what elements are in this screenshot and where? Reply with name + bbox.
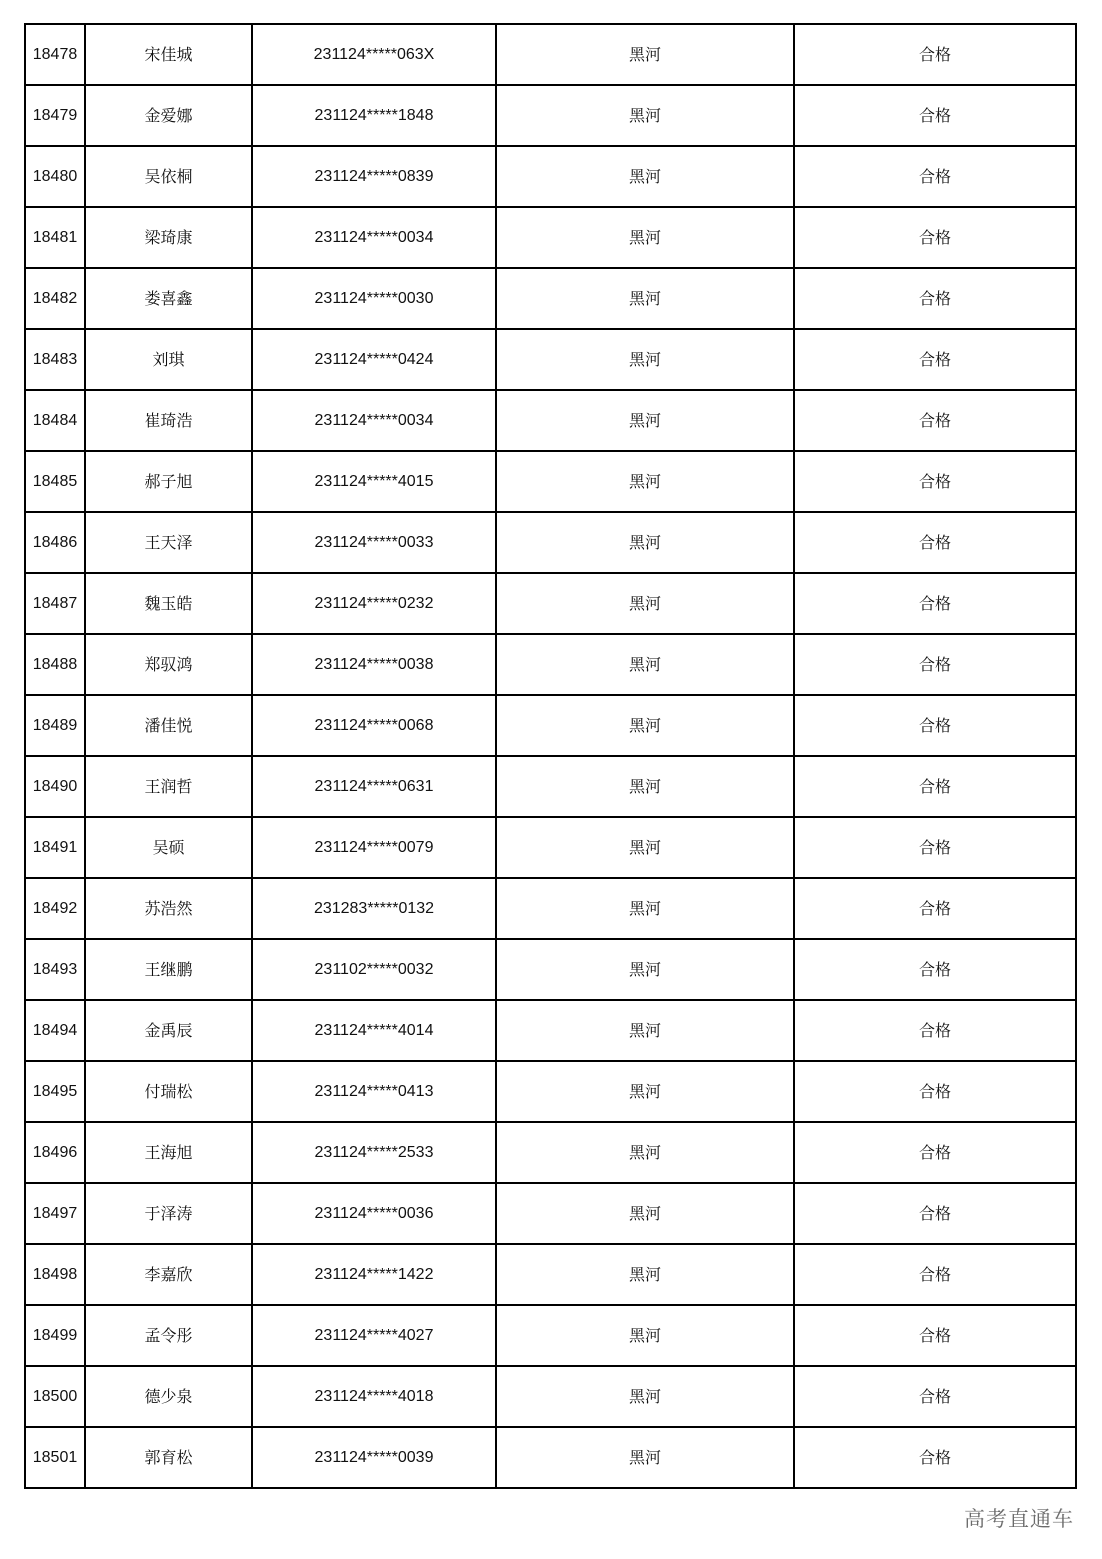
table-row <box>25 512 1076 573</box>
seq-cell: 18498 <box>25 1244 85 1305</box>
table-row <box>25 573 1076 634</box>
seq-cell: 18478 <box>25 24 85 85</box>
result-cell: 合格 <box>794 1000 1076 1061</box>
id-number-cell: 231124*****0839 <box>252 146 496 207</box>
name-cell: 德少泉 <box>85 1366 252 1427</box>
name-cell: 吴依桐 <box>85 146 252 207</box>
region-cell: 黑河 <box>496 1305 794 1366</box>
watermark: 高考直通车 <box>964 1507 1074 1531</box>
id-number-cell: 231124*****0079 <box>252 817 496 878</box>
name-cell: 金禹辰 <box>85 1000 252 1061</box>
id-number-cell: 231124*****0424 <box>252 329 496 390</box>
seq-cell: 18481 <box>25 207 85 268</box>
table-row <box>25 695 1076 756</box>
region-cell: 黑河 <box>496 756 794 817</box>
name-cell: 王天泽 <box>85 512 252 573</box>
seq-cell: 18492 <box>25 878 85 939</box>
region-cell: 黑河 <box>496 634 794 695</box>
table-row <box>25 85 1076 146</box>
seq-cell: 18501 <box>25 1427 85 1488</box>
table-row <box>25 817 1076 878</box>
name-cell: 宋佳城 <box>85 24 252 85</box>
result-cell: 合格 <box>794 1305 1076 1366</box>
result-cell: 合格 <box>794 634 1076 695</box>
seq-cell: 18497 <box>25 1183 85 1244</box>
region-cell: 黑河 <box>496 695 794 756</box>
region-cell: 黑河 <box>496 24 794 85</box>
result-cell: 合格 <box>794 573 1076 634</box>
table-row <box>25 451 1076 512</box>
id-number-cell: 231124*****0033 <box>252 512 496 573</box>
region-cell: 黑河 <box>496 1244 794 1305</box>
result-cell: 合格 <box>794 1061 1076 1122</box>
seq-cell: 18491 <box>25 817 85 878</box>
result-cell: 合格 <box>794 85 1076 146</box>
region-cell: 黑河 <box>496 1427 794 1488</box>
table-row <box>25 1366 1076 1427</box>
region-cell: 黑河 <box>496 390 794 451</box>
region-cell: 黑河 <box>496 146 794 207</box>
id-number-cell: 231283*****0132 <box>252 878 496 939</box>
region-cell: 黑河 <box>496 1183 794 1244</box>
name-cell: 于泽涛 <box>85 1183 252 1244</box>
region-cell: 黑河 <box>496 817 794 878</box>
region-cell: 黑河 <box>496 1000 794 1061</box>
table-row <box>25 1305 1076 1366</box>
table-row <box>25 268 1076 329</box>
result-cell: 合格 <box>794 1366 1076 1427</box>
result-cell: 合格 <box>794 817 1076 878</box>
result-cell: 合格 <box>794 207 1076 268</box>
seq-cell: 18484 <box>25 390 85 451</box>
seq-cell: 18486 <box>25 512 85 573</box>
seq-cell: 18496 <box>25 1122 85 1183</box>
roster-table <box>24 23 1077 1489</box>
name-cell: 郑驭鸿 <box>85 634 252 695</box>
region-cell: 黑河 <box>496 939 794 1000</box>
id-number-cell: 231124*****0034 <box>252 390 496 451</box>
id-number-cell: 231124*****4015 <box>252 451 496 512</box>
seq-cell: 18483 <box>25 329 85 390</box>
region-cell: 黑河 <box>496 1366 794 1427</box>
name-cell: 付瑞松 <box>85 1061 252 1122</box>
region-cell: 黑河 <box>496 512 794 573</box>
id-number-cell: 231124*****1848 <box>252 85 496 146</box>
id-number-cell: 231124*****0039 <box>252 1427 496 1488</box>
seq-cell: 18490 <box>25 756 85 817</box>
table-row <box>25 1000 1076 1061</box>
id-number-cell: 231124*****0036 <box>252 1183 496 1244</box>
id-number-cell: 231124*****0030 <box>252 268 496 329</box>
seq-cell: 18485 <box>25 451 85 512</box>
region-cell: 黑河 <box>496 329 794 390</box>
name-cell: 潘佳悦 <box>85 695 252 756</box>
id-number-cell: 231102*****0032 <box>252 939 496 1000</box>
seq-cell: 18487 <box>25 573 85 634</box>
name-cell: 孟令彤 <box>85 1305 252 1366</box>
table-row <box>25 390 1076 451</box>
seq-cell: 18500 <box>25 1366 85 1427</box>
result-cell: 合格 <box>794 268 1076 329</box>
region-cell: 黑河 <box>496 1122 794 1183</box>
table-row <box>25 634 1076 695</box>
table-row <box>25 1427 1076 1488</box>
region-cell: 黑河 <box>496 268 794 329</box>
result-cell: 合格 <box>794 1244 1076 1305</box>
roster-table-body <box>25 24 1076 1488</box>
table-row <box>25 24 1076 85</box>
id-number-cell: 231124*****1422 <box>252 1244 496 1305</box>
seq-cell: 18482 <box>25 268 85 329</box>
id-number-cell: 231124*****4014 <box>252 1000 496 1061</box>
result-cell: 合格 <box>794 512 1076 573</box>
seq-cell: 18494 <box>25 1000 85 1061</box>
table-row <box>25 756 1076 817</box>
region-cell: 黑河 <box>496 573 794 634</box>
result-cell: 合格 <box>794 878 1076 939</box>
region-cell: 黑河 <box>496 1061 794 1122</box>
name-cell: 郭育松 <box>85 1427 252 1488</box>
id-number-cell: 231124*****4018 <box>252 1366 496 1427</box>
roster-sheet <box>24 23 1077 1489</box>
id-number-cell: 231124*****0232 <box>252 573 496 634</box>
name-cell: 王润哲 <box>85 756 252 817</box>
name-cell: 吴硕 <box>85 817 252 878</box>
name-cell: 王继鹏 <box>85 939 252 1000</box>
result-cell: 合格 <box>794 329 1076 390</box>
table-row <box>25 1122 1076 1183</box>
result-cell: 合格 <box>794 756 1076 817</box>
region-cell: 黑河 <box>496 85 794 146</box>
region-cell: 黑河 <box>496 878 794 939</box>
name-cell: 王海旭 <box>85 1122 252 1183</box>
result-cell: 合格 <box>794 146 1076 207</box>
table-row <box>25 939 1076 1000</box>
region-cell: 黑河 <box>496 207 794 268</box>
name-cell: 魏玉皓 <box>85 573 252 634</box>
id-number-cell: 231124*****0631 <box>252 756 496 817</box>
name-cell: 苏浩然 <box>85 878 252 939</box>
result-cell: 合格 <box>794 1122 1076 1183</box>
name-cell: 李嘉欣 <box>85 1244 252 1305</box>
name-cell: 梁琦康 <box>85 207 252 268</box>
id-number-cell: 231124*****0038 <box>252 634 496 695</box>
name-cell: 崔琦浩 <box>85 390 252 451</box>
name-cell: 娄喜鑫 <box>85 268 252 329</box>
seq-cell: 18493 <box>25 939 85 1000</box>
result-cell: 合格 <box>794 1183 1076 1244</box>
seq-cell: 18495 <box>25 1061 85 1122</box>
result-cell: 合格 <box>794 939 1076 1000</box>
seq-cell: 18489 <box>25 695 85 756</box>
seq-cell: 18488 <box>25 634 85 695</box>
result-cell: 合格 <box>794 1427 1076 1488</box>
id-number-cell: 231124*****2533 <box>252 1122 496 1183</box>
table-row <box>25 329 1076 390</box>
seq-cell: 18499 <box>25 1305 85 1366</box>
result-cell: 合格 <box>794 695 1076 756</box>
seq-cell: 18480 <box>25 146 85 207</box>
table-row <box>25 207 1076 268</box>
id-number-cell: 231124*****4027 <box>252 1305 496 1366</box>
id-number-cell: 231124*****0068 <box>252 695 496 756</box>
region-cell: 黑河 <box>496 451 794 512</box>
table-row <box>25 1061 1076 1122</box>
table-row <box>25 146 1076 207</box>
result-cell: 合格 <box>794 390 1076 451</box>
table-row <box>25 1183 1076 1244</box>
name-cell: 金爱娜 <box>85 85 252 146</box>
id-number-cell: 231124*****063X <box>252 24 496 85</box>
id-number-cell: 231124*****0034 <box>252 207 496 268</box>
table-row <box>25 1244 1076 1305</box>
table-row <box>25 878 1076 939</box>
result-cell: 合格 <box>794 24 1076 85</box>
name-cell: 刘琪 <box>85 329 252 390</box>
id-number-cell: 231124*****0413 <box>252 1061 496 1122</box>
name-cell: 郝子旭 <box>85 451 252 512</box>
result-cell: 合格 <box>794 451 1076 512</box>
seq-cell: 18479 <box>25 85 85 146</box>
